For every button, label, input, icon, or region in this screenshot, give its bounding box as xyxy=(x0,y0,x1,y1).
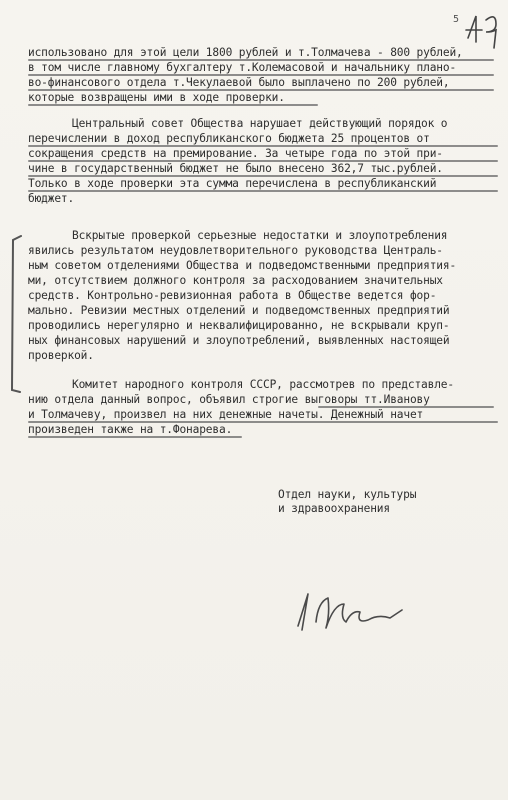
handwritten-underline xyxy=(28,160,498,162)
text-line: которые возвращены ими в ходе проверки. xyxy=(28,91,285,104)
department-signoff-line: и здравоохранения xyxy=(278,502,390,515)
text-line: использовано для этой цели 1800 рублей и т.Толмачева - 800 рублей, xyxy=(28,46,463,59)
text-line: Комитет народного контроля СССР, рассмотрев по представле- xyxy=(72,378,454,391)
text-line: проводились нерегулярно и неквалифицированно, не вскрывали круп- xyxy=(28,319,450,332)
margin-bracket-mark xyxy=(8,234,24,394)
handwritten-underline xyxy=(28,436,242,438)
text-line: Центральный совет Общества нарушает действующий порядок о xyxy=(72,117,448,130)
text-line: чине в государственный бюджет не было внесено 362,7 тыс.рублей. xyxy=(28,162,443,175)
text-line: ных финансовых нарушений и злоупотреблений, выявленных настоящей xyxy=(28,334,450,347)
text-line: явились результатом неудовлетворительного руководства Централь- xyxy=(28,244,443,257)
text-line: произведен также на т.Фонарева. xyxy=(28,423,233,436)
text-line: перечислении в доход республиканского бюджета 25 процентов от xyxy=(28,132,430,145)
department-signoff-line: Отдел науки, культуры xyxy=(278,488,417,501)
text-line: средств. Контрольно-ревизионная работа в Обществе ведется фор- xyxy=(28,289,437,302)
handwritten-underline xyxy=(28,421,498,423)
text-line: Вскрытые проверкой серьезные недостатки и злоупотребления xyxy=(72,229,448,242)
handwritten-underline xyxy=(28,59,494,61)
text-line: ным советом отделениями Общества и подведомственными предприятия- xyxy=(28,259,457,272)
handwritten-archive-number xyxy=(462,8,506,50)
text-line: сокращения средств на премирование. За четыре года по этой при- xyxy=(28,147,443,160)
handwritten-underline xyxy=(28,175,498,177)
text-line: и Толмачеву, произвел на них денежные начеты. Денежный начет xyxy=(28,408,424,421)
text-line: мально. Ревизии местных отделений и подведомственных предприятий xyxy=(28,304,450,317)
page-number: 5 xyxy=(453,14,460,25)
text-line: нию отдела данный вопрос, объявил строгие выговоры тт.Иванову xyxy=(28,393,430,406)
handwritten-underline xyxy=(28,190,498,192)
text-line: Только в ходе проверки эта сумма перечислена в республиканский xyxy=(28,177,437,190)
handwritten-underline xyxy=(318,406,494,408)
handwritten-underline xyxy=(28,89,494,91)
handwritten-underline xyxy=(28,104,318,106)
text-line: проверкой. xyxy=(28,349,94,362)
text-line: в том числе главному бухгалтеру т.Колемасовой и начальнику плано- xyxy=(28,61,457,74)
text-line: во-финансового отдела т.Чекулаевой было выплачено по 200 рублей, xyxy=(28,76,450,89)
text-line: бюджет. xyxy=(28,192,75,205)
handwritten-signature xyxy=(286,584,406,644)
handwritten-underline xyxy=(28,74,494,76)
text-line: ми, отсутствием должного контроля за расходованием значительных xyxy=(28,274,443,287)
handwritten-underline xyxy=(28,145,498,147)
